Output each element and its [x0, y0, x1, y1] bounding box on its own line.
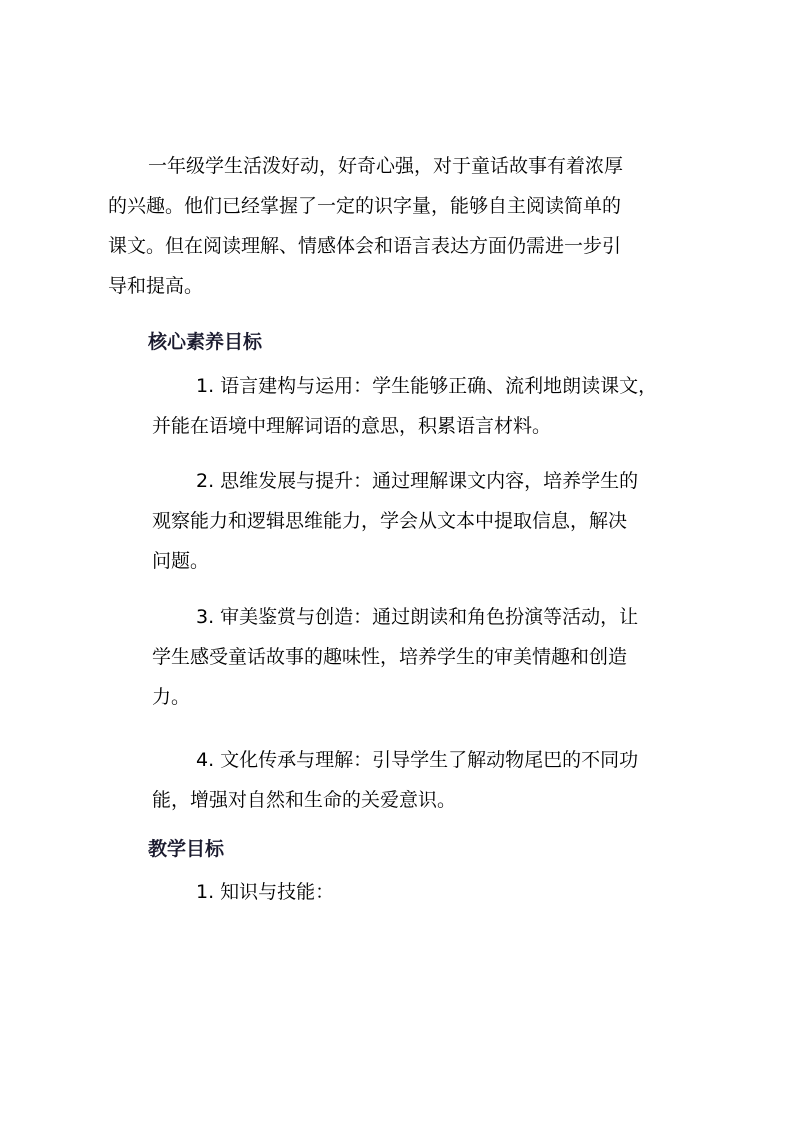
text-line: 并能在语境中理解词语的意思，积累语言材料。 — [152, 415, 552, 437]
text-line: 学生感受童话故事的趣味性，培养学生的审美情趣和创造 — [152, 646, 628, 668]
text-line: 课文。但在阅读理解、情感体会和语言表达方面仍需进一步引 — [108, 235, 622, 257]
text-line: 1. 知识与技能： — [196, 881, 335, 903]
core-item-2 — [152, 461, 638, 581]
text-line: 3. 审美鉴赏与创造：通过朗读和角色扮演等活动，让 — [196, 606, 639, 628]
text-line: 问题。 — [152, 550, 210, 572]
text-line: 4. 文化传承与理解：引导学生了解动物尾巴的不同功 — [196, 749, 639, 771]
section-heading-core: 核心素养目标 — [148, 331, 263, 353]
text-line: 力。 — [152, 686, 191, 708]
teaching-item-1 — [152, 872, 334, 912]
text-line: 1. 语言建构与运用：学生能够正确、流利地朗读课文， — [196, 375, 658, 397]
text-line: 能，增强对自然和生命的关爱意识。 — [152, 789, 457, 811]
section-heading-teaching: 教学目标 — [148, 838, 225, 860]
text-line: 2. 思维发展与提升：通过理解课文内容，培养学生的 — [196, 470, 639, 492]
text-line: 导和提高。 — [108, 275, 204, 297]
core-item-4 — [152, 740, 638, 820]
core-item-3 — [152, 597, 638, 717]
intro-paragraph — [108, 146, 623, 306]
core-item-1 — [152, 366, 657, 446]
text-line: 一年级学生活泼好动，好奇心强，对于童话故事有着浓厚 — [148, 155, 624, 177]
text-line: 观察能力和逻辑思维能力，学会从文本中提取信息，解决 — [152, 510, 628, 532]
text-line: 的兴趣。他们已经掌握了一定的识字量，能够自主阅读简单的 — [108, 195, 622, 217]
